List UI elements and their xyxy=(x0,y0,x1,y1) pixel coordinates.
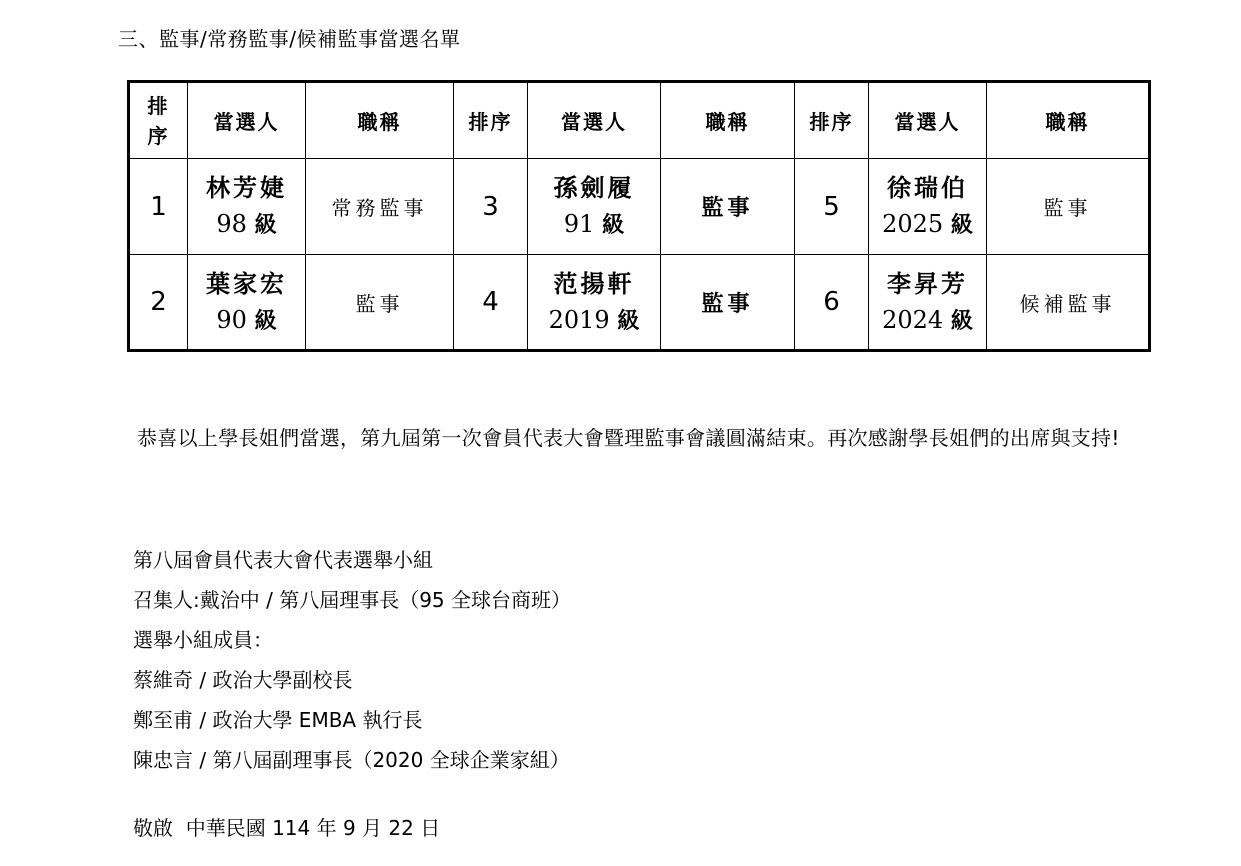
elected-class: 91 級 xyxy=(563,210,625,238)
header-elected-2: 當選人 xyxy=(528,82,661,159)
header-title-3: 職稱 xyxy=(987,82,1150,159)
rank-cell: 2 xyxy=(129,255,188,351)
elected-name: 葉家宏 xyxy=(206,268,287,298)
elected-cell xyxy=(528,159,661,255)
header-rank-1: 排 序 xyxy=(129,82,188,159)
elected-class: 2024 級 xyxy=(882,305,973,334)
rank-cell: 4 xyxy=(454,255,528,351)
table-row xyxy=(129,159,1150,255)
elected-name: 林芳婕 xyxy=(206,173,287,202)
title-cell: 常務監事 xyxy=(306,159,454,255)
elected-supervisors-table xyxy=(127,80,1151,352)
elected-class: 90 級 xyxy=(216,305,277,334)
rank-cell: 1 xyxy=(129,159,188,255)
header-title-2: 職稱 xyxy=(661,82,795,159)
closing-date: 中華民國 114 年 9 月 22 日 xyxy=(185,816,441,840)
congratulations-paragraph: 恭喜以上學長姐們當選，第九屆第一次會員代表大會暨理監事會議圓滿結束。再次感謝學長姐們的出席與支持! xyxy=(137,426,1120,450)
elected-cell xyxy=(528,255,661,351)
elected-class: 2025 級 xyxy=(882,210,973,238)
header-elected-3: 當選人 xyxy=(869,82,987,159)
election-committee xyxy=(133,540,571,780)
header-title-1: 職稱 xyxy=(306,82,454,159)
table-row xyxy=(129,255,1150,351)
elected-class: 98 級 xyxy=(216,210,277,238)
elected-cell xyxy=(188,255,306,351)
elected-cell xyxy=(188,159,306,255)
header-rank-3: 排序 xyxy=(795,82,869,159)
title-cell: 監事 xyxy=(987,159,1150,255)
header-elected-1: 當選人 xyxy=(188,82,306,159)
section-heading: 三、監事/常務監事/候補監事當選名單 xyxy=(118,27,461,51)
elected-name: 孫劍履 xyxy=(553,173,635,202)
table-header-row xyxy=(129,82,1150,159)
elected-name: 李昇芳 xyxy=(887,268,968,298)
elected-class: 2019 級 xyxy=(548,305,640,334)
title-cell: 監事 xyxy=(661,255,795,351)
elected-cell xyxy=(869,255,987,351)
committee-convener: 召集人:戴治中 / 第八屆理事長（95 全球台商班） xyxy=(133,588,571,612)
committee-member: 蔡維奇 / 政治大學副校長 xyxy=(133,668,353,692)
elected-name: 徐瑞伯 xyxy=(887,173,968,202)
committee-name: 第八屆會員代表大會代表選舉小組 xyxy=(133,548,433,572)
rank-cell: 3 xyxy=(454,159,528,255)
elected-cell xyxy=(869,159,987,255)
closing-salutation: 敬啟 xyxy=(133,816,173,840)
elected-name: 范揚軒 xyxy=(553,268,635,298)
rank-cell: 6 xyxy=(795,255,869,351)
committee-member: 陳忠言 / 第八屆副理事長（2020 全球企業家組） xyxy=(133,748,570,772)
committee-member: 鄭至甫 / 政治大學 EMBA 執行長 xyxy=(133,708,423,732)
committee-members-label: 選舉小組成員： xyxy=(133,628,273,652)
header-rank-2: 排序 xyxy=(454,82,528,159)
title-cell: 候補監事 xyxy=(987,255,1150,351)
title-cell: 監事 xyxy=(661,159,795,255)
closing-line xyxy=(133,808,440,848)
title-cell: 監事 xyxy=(306,255,454,351)
rank-cell: 5 xyxy=(795,159,869,255)
